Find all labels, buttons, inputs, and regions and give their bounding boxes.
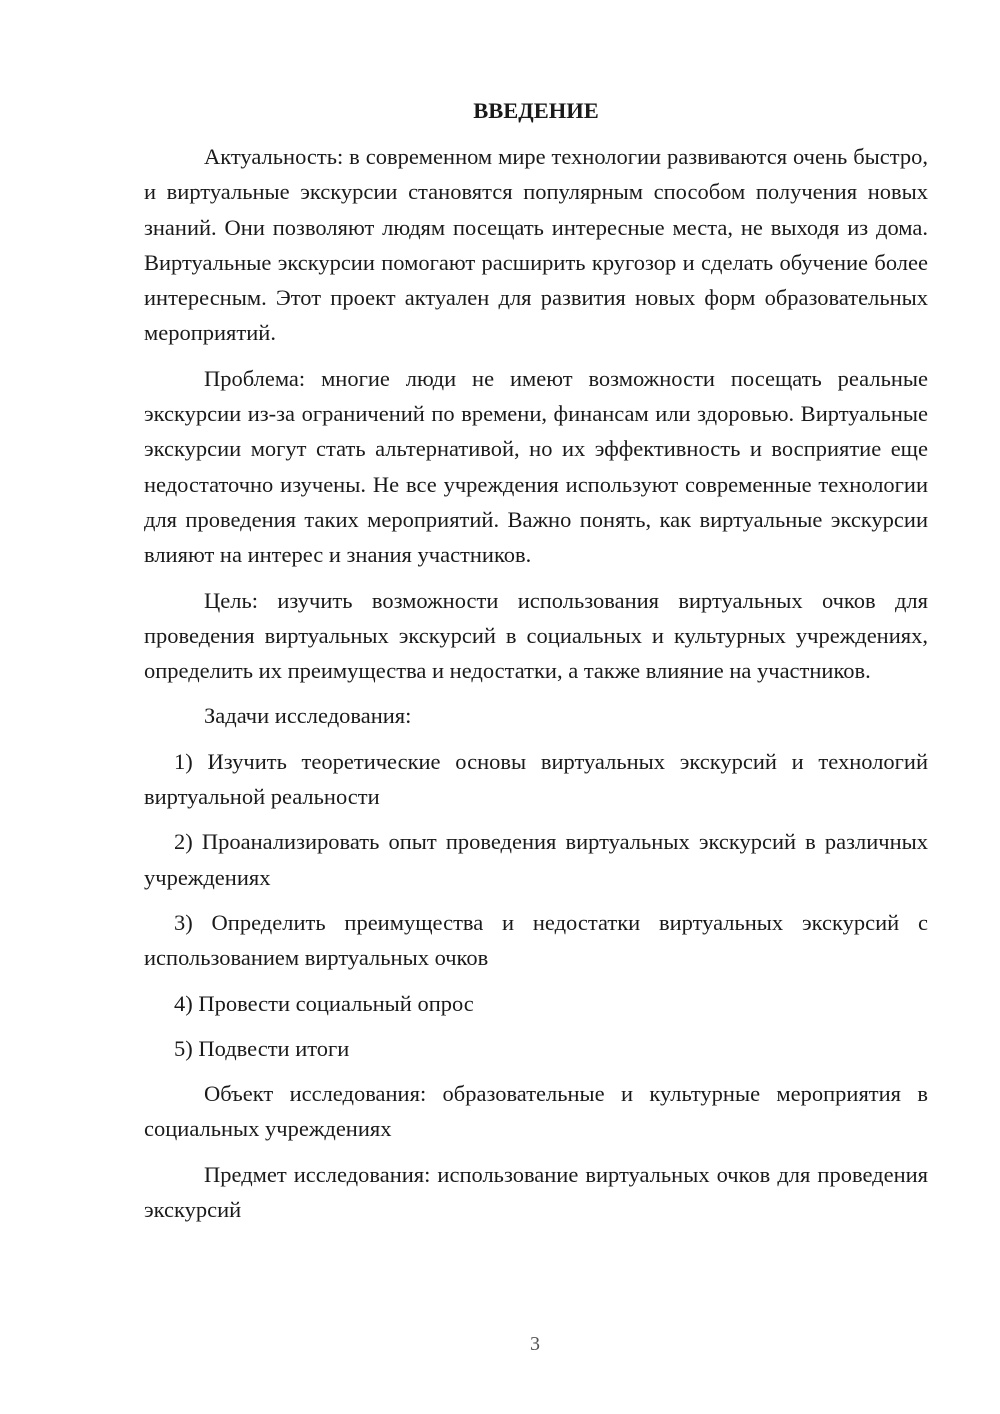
relevance-paragraph: Актуальность: в современном мире технологии развиваются очень быстро, и виртуальные экскурсии становятся популярным способом получения новых знаний. Они позволяют людям посещать интересные места, не выходя из дома. Виртуальные экскурсии помогают расширить кругозор и сделать обучение более интересным. Этот проект актуален для развития новых форм образовательных мероприятий. [144, 144, 928, 346]
task-item-4: 4) Провести социальный опрос [174, 990, 474, 1016]
research-object-paragraph: Объект исследования: образовательные и культурные мероприятия в социальных учреждениях [144, 1081, 928, 1142]
task-item-5: 5) Подвести итоги [174, 1035, 350, 1061]
task-item-2: 2) Проанализировать опыт проведения виртуальных экскурсий в различных учреждениях [144, 829, 928, 890]
page-content [144, 93, 928, 1237]
research-subject-paragraph: Предмет исследования: использование виртуальных очков для проведения экскурсий [144, 1161, 928, 1223]
page-number: 3 [530, 1333, 540, 1355]
goal-paragraph: Цель: изучить возможности использования виртуальных очков для проведения виртуальных экскурсий в социальных и культурных учреждениях, определить их преимущества и недостатки, а также влияние на участников. [144, 587, 928, 684]
problem-paragraph: Проблема: многие люди не имеют возможности посещать реальные экскурсии из-за ограничений по времени, финансам или здоровью. Виртуальные экскурсии могут стать альтернативой, но их эффективность и восприятие еще недостаточно изучены. Не все учреждения используют современные технологии для проведения таких мероприятий. Важно понять, как виртуальные экскурсии влияют на интерес и знания участников. [144, 365, 928, 568]
task-item-3: 3) Определить преимущества и недостатки виртуальных экскурсий с использованием виртуальных очков [144, 909, 928, 971]
page-title: ВВЕДЕНИЕ [473, 98, 599, 123]
task-item-1: 1) Изучить теоретические основы виртуальных экскурсий и технологий виртуальной реальности [144, 748, 928, 810]
tasks-intro: Задачи исследования: [204, 703, 412, 729]
